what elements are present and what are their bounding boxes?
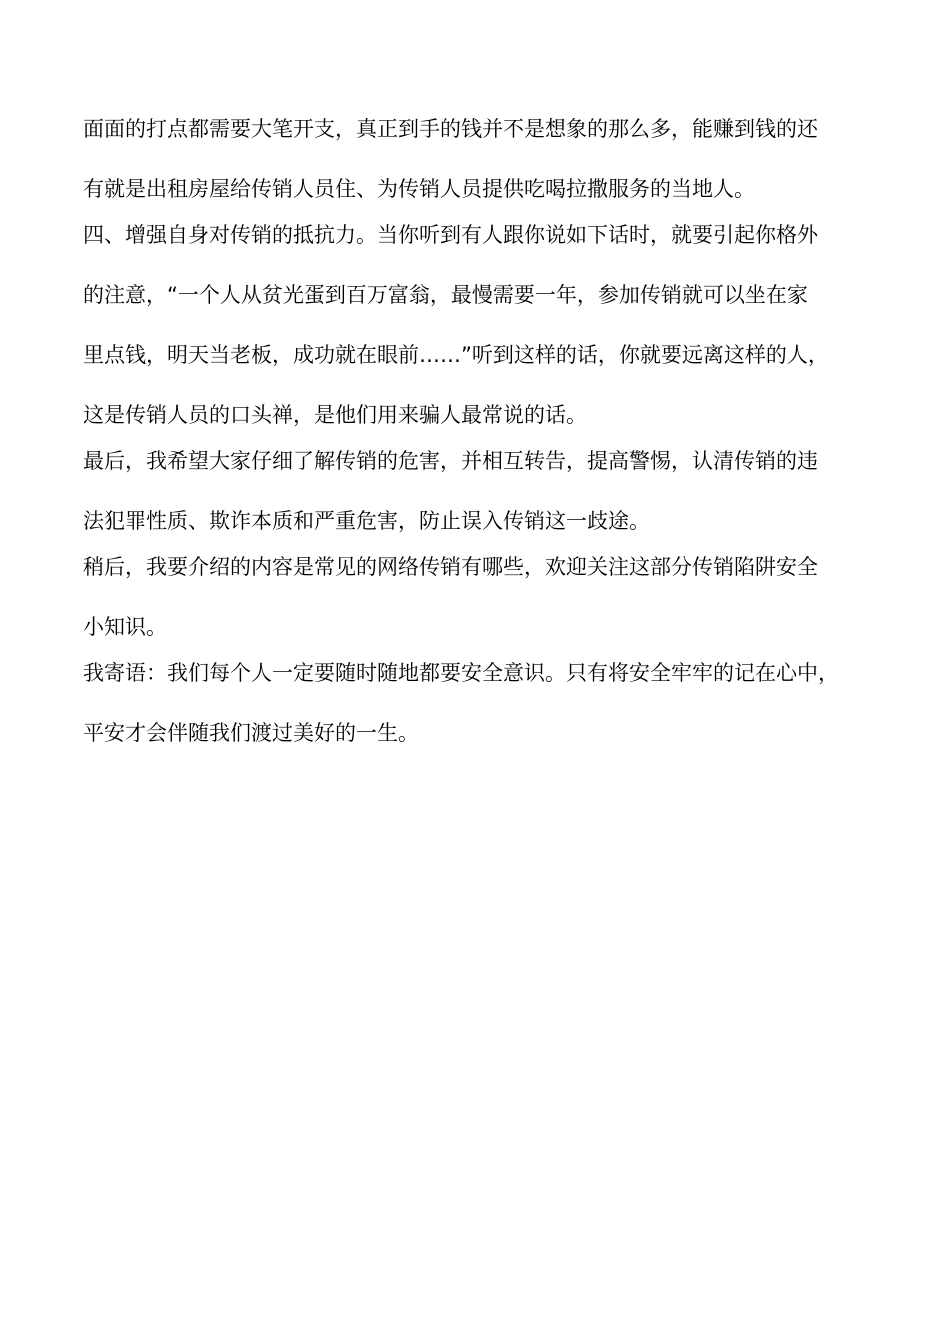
text-line: 小知识。	[83, 615, 167, 639]
text-line: 稍后，我要介绍的内容是常见的网络传销有哪些，欢迎关注这部分传销陷阱安全	[83, 555, 818, 579]
document-body	[83, 114, 883, 748]
paragraph-2	[83, 220, 883, 430]
text-line: 四、增强自身对传销的抵抗力。当你听到有人跟你说如下话时，就要引起你格外	[83, 223, 818, 247]
text-line: 有就是出租房屋给传销人员住、为传销人员提供吃喝拉撒服务的当地人。	[83, 177, 755, 201]
text-line: 最后，我希望大家仔细了解传销的危害，并相互转告，提高警惕，认清传销的违	[83, 449, 818, 473]
text-line: 面面的打点都需要大笔开支，真正到手的钱并不是想象的那么多，能赚到钱的还	[83, 117, 818, 141]
paragraph-5	[83, 658, 883, 748]
text-line: 我寄语：我们每个人一定要随时随地都要安全意识。只有将安全牢牢的记在心中，	[83, 661, 839, 685]
text-line: 的注意，“一个人从贫光蛋到百万富翁，最慢需要一年，参加传销就可以坐在家	[83, 283, 808, 307]
text-line: 法犯罪性质、欺诈本质和严重危害，防止误入传销这一歧途。	[83, 509, 650, 533]
text-line: 这是传销人员的口头禅，是他们用来骗人最常说的话。	[83, 403, 587, 427]
text-line: 平安才会伴随我们渡过美好的一生。	[83, 721, 419, 745]
text-line: 里点钱，明天当老板，成功就在眼前……”听到这样的话，你就要远离这样的人，	[83, 343, 829, 367]
paragraph-4	[83, 552, 883, 642]
paragraph-1	[83, 114, 883, 204]
paragraph-3	[83, 446, 883, 536]
